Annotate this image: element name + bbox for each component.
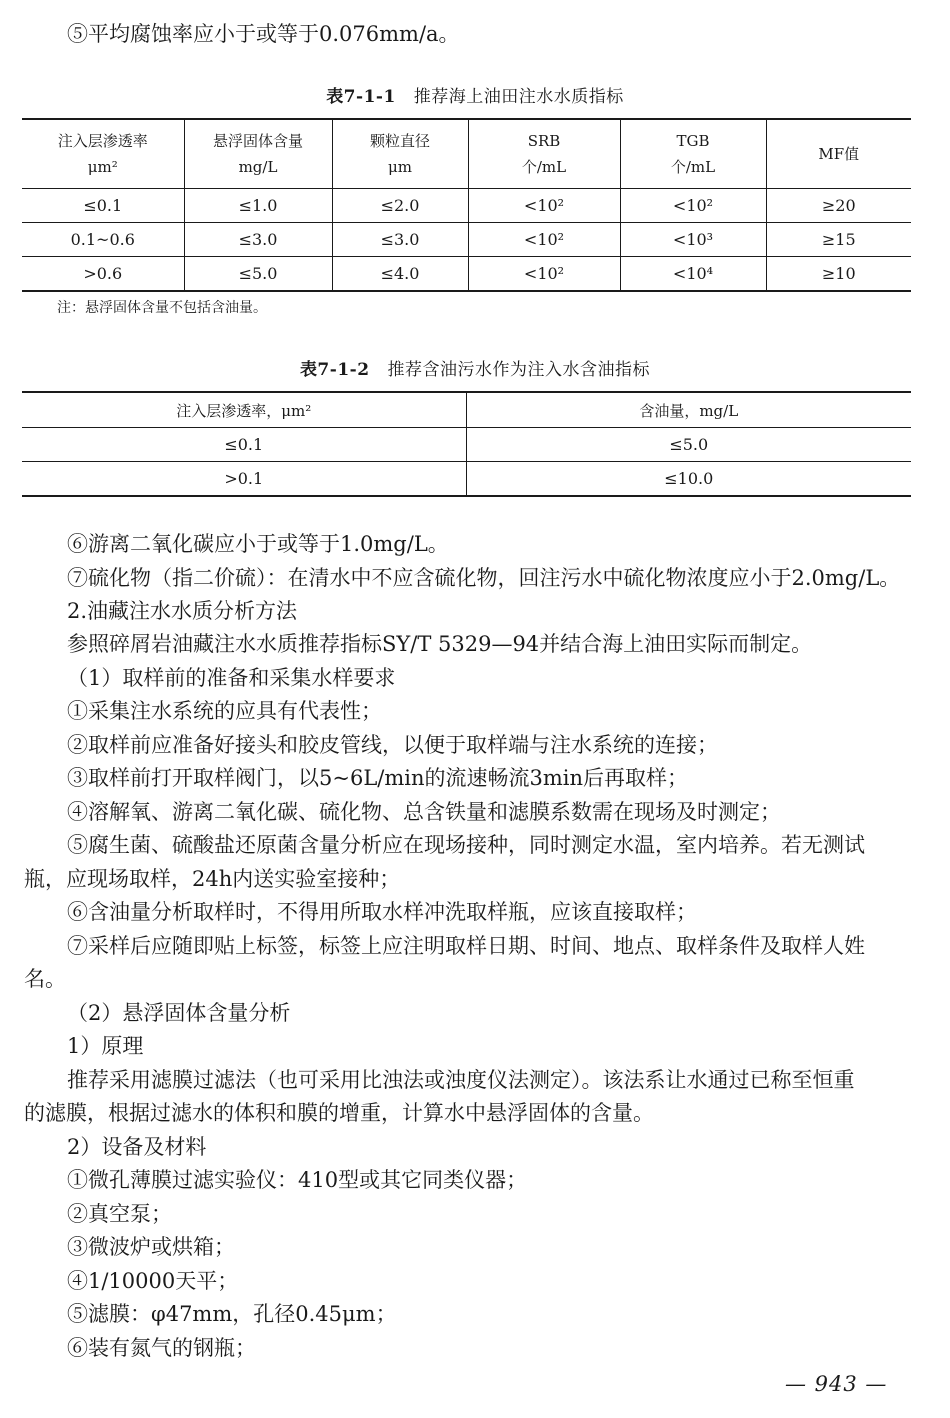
table-cell: >0.6 — [22, 257, 184, 292]
table-cell: 0.1~0.6 — [22, 223, 184, 257]
table-cell: <10³ — [620, 223, 766, 257]
table-title: 推荐海上油田注水水质指标 — [413, 87, 624, 107]
table-cell: ≤5.0 — [184, 257, 332, 292]
list-item: ①微孔薄膜过滤实验仪：410型或其它同类仪器； — [67, 1168, 528, 1192]
text-line-continuation: 的滤膜，根据过滤水的体积和膜的增重，计算水中悬浮固体的含量。 — [24, 1101, 654, 1125]
header-cell: 注入层渗透率 μm² — [22, 119, 184, 189]
table-header-row — [22, 119, 911, 189]
list-item: ③微波炉或烘箱； — [67, 1235, 235, 1259]
list-item: ②真空泵； — [67, 1202, 172, 1226]
table-row — [22, 257, 911, 292]
list-item: ①采集注水系统的应具有代表性； — [67, 699, 382, 723]
header-cell: 颗粒直径 μm — [332, 119, 468, 189]
text-line: ⑥游离二氧化碳应小于或等于1.0mg/L。 — [67, 532, 449, 556]
list-item: ④1/10000天平； — [67, 1269, 239, 1293]
table-cell: ≤10.0 — [466, 462, 911, 497]
table-cell: ≥20 — [766, 189, 911, 223]
list-item: ②取样前应准备好接头和胶皮管线，以便于取样端与注水系统的连接； — [67, 733, 718, 757]
oil-content-table — [22, 391, 911, 497]
table-cell: ≤5.0 — [466, 428, 911, 462]
table-cell: ≤1.0 — [184, 189, 332, 223]
table-cell: ≤3.0 — [184, 223, 332, 257]
list-item: ⑤腐生菌、硫酸盐还原菌含量分析应在现场接种，同时测定水温，室内培养。若无测试 — [67, 833, 865, 857]
list-item: ⑥装有氮气的钢瓶； — [67, 1336, 256, 1360]
table-row — [22, 462, 911, 497]
header-cell: 悬浮固体含量 mg/L — [184, 119, 332, 189]
list-item: ⑦采样后应随即贴上标签，标签上应注明取样日期、时间、地点、取样条件及取样人姓 — [67, 934, 865, 958]
table-row — [22, 223, 911, 257]
text-line: ⑦硫化物（指二价硫）：在清水中不应含硫化物，回注污水中硫化物浓度应小于2.0mg/L。 — [67, 566, 901, 590]
header-cell: 注入层渗透率，μm² — [22, 392, 466, 428]
subsection-heading: 2）设备及材料 — [67, 1135, 207, 1159]
table-cell: ≤2.0 — [332, 189, 468, 223]
text-line: 推荐采用滤膜过滤法（也可采用比浊法或浊度仪法测定）。该法系让水通过已称至恒重 — [67, 1068, 855, 1092]
text-line: ⑤平均腐蚀率应小于或等于0.076mm/a。 — [67, 22, 460, 46]
table-cell: <10² — [468, 257, 620, 292]
table-row — [22, 428, 911, 462]
table-cell: <10² — [468, 189, 620, 223]
table-cell: ≤0.1 — [22, 428, 466, 462]
table-title: 推荐含油污水作为注入水含油指标 — [387, 360, 651, 380]
list-item: ⑤滤膜：φ47mm，孔径0.45μm； — [67, 1302, 397, 1326]
table-note: 注：悬浮固体含量不包括含油量。 — [57, 300, 267, 316]
table-cell: ≤3.0 — [332, 223, 468, 257]
header-cell: 含油量，mg/L — [466, 392, 911, 428]
table-header-row — [22, 392, 911, 428]
table-cell: ≥10 — [766, 257, 911, 292]
header-cell: TGB 个/mL — [620, 119, 766, 189]
table-cell: <10² — [468, 223, 620, 257]
list-item: ⑥含油量分析取样时，不得用所取水样冲洗取样瓶，应该直接取样； — [67, 900, 697, 924]
header-cell: SRB 个/mL — [468, 119, 620, 189]
subsection-heading: （1）取样前的准备和采集水样要求 — [67, 666, 396, 690]
list-item: ③取样前打开取样阀门，以5~6L/min的流速畅流3min后再取样； — [67, 766, 689, 790]
table-cell: >0.1 — [22, 462, 466, 497]
table-cell: ≤0.1 — [22, 189, 184, 223]
table-cell: ≥15 — [766, 223, 911, 257]
section-heading: 2.油藏注水水质分析方法 — [67, 599, 298, 623]
table-cell: ≤4.0 — [332, 257, 468, 292]
list-item-continuation: 名。 — [24, 967, 66, 991]
list-item-continuation: 瓶，应现场取样，24h内送实验室接种； — [24, 867, 401, 891]
header-cell: MF值 — [766, 119, 911, 189]
table-row — [22, 189, 911, 223]
table-caption — [0, 359, 950, 381]
page-number: — 943 — — [785, 1372, 888, 1396]
subsection-heading: （2）悬浮固体含量分析 — [67, 1001, 291, 1025]
table-caption — [0, 86, 950, 108]
table-number: 表7-1-2 — [299, 360, 370, 380]
text-line: 参照碎屑岩油藏注水水质推荐指标SY/T 5329—94并结合海上油田实际而制定。 — [67, 632, 813, 656]
table-cell: <10² — [620, 189, 766, 223]
subsection-heading: 1）原理 — [67, 1034, 144, 1058]
list-item: ④溶解氧、游离二氧化碳、硫化物、总含铁量和滤膜系数需在现场及时测定； — [67, 800, 781, 824]
water-quality-table — [22, 118, 911, 292]
table-cell: <10⁴ — [620, 257, 766, 292]
table-number: 表7-1-1 — [326, 87, 396, 107]
